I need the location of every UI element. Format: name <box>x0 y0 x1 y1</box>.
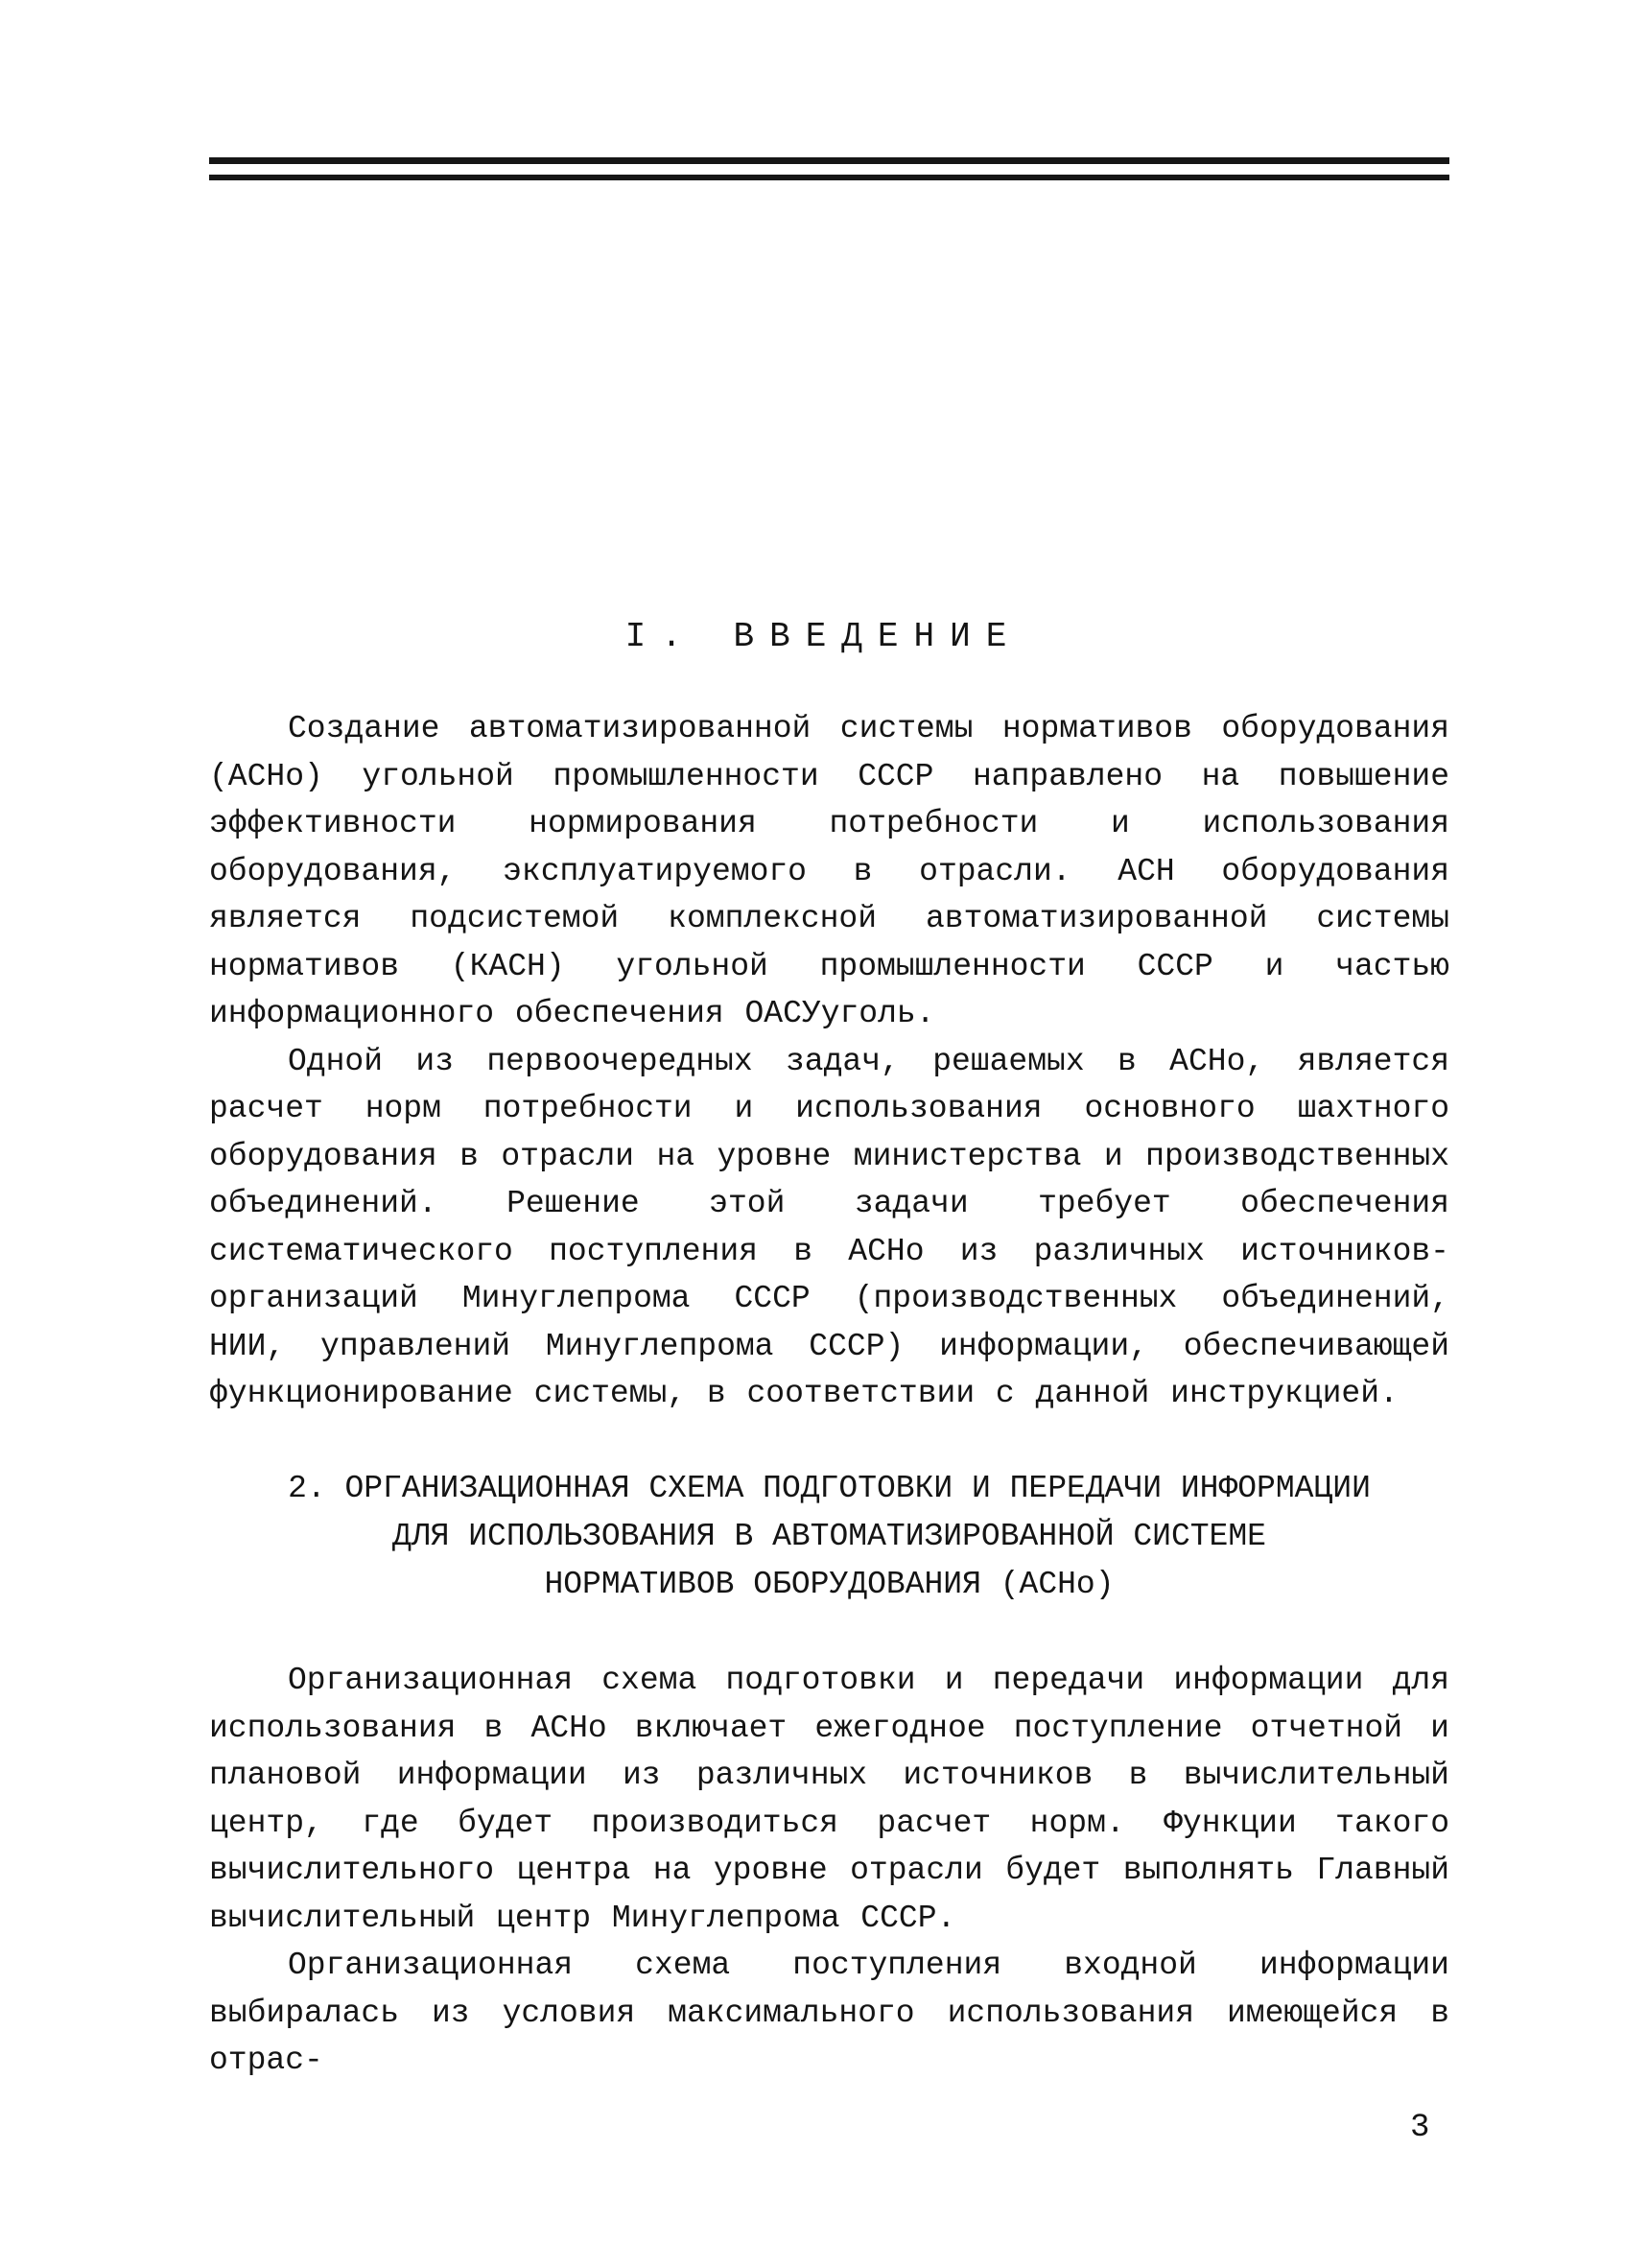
section-1-paragraph-1: Создание автоматизированной системы нормативов оборудования (АСНо) угольной промышленности СССР направлено на повышение эффективности нормирования потребности и использования оборудования, эксплуатируемого в отрасли. АСН оборудования является подсистемой комплексной автоматизированной системы нормативов (КАСН) угольной промышленности СССР и частью информационного обеспечения ОАСУуголь. <box>209 711 1449 1031</box>
section-2-body <box>209 1657 1449 2085</box>
section-1-body <box>209 705 1449 1418</box>
section-2-heading-line-3: НОРМАТИВОВ ОБОРУДОВАНИЯ (АСНо) <box>544 1567 1115 1602</box>
section-1-heading: I. ВВЕДЕНИЕ <box>624 617 1023 656</box>
top-double-rule-upper <box>209 157 1449 164</box>
section-2-paragraph-1: Организационная схема подготовки и передачи информации для использования в АСНо включает ежегодное поступление отчетной и плановой информации из различных источников в вычислительный центр, где будет производиться расчет норм. Функции такого вычислительного центра на уровне отрасли будет выполнять Главный вычислительный центр Минуглепрома СССР. <box>209 1663 1449 1936</box>
section-2-heading-line-1: 2. ОРГАНИЗАЦИОННАЯ СХЕМА ПОДГОТОВКИ И ПЕРЕДАЧИ ИНФОРМАЦИИ <box>288 1471 1371 1506</box>
top-double-rule-lower <box>209 175 1449 180</box>
section-2-paragraph-2: Организационная схема поступления входной информации выбиралась из условия максимального использования имеющейся в отрас- <box>209 1948 1449 2078</box>
section-2-heading-line-2: ДЛЯ ИСПОЛЬЗОВАНИЯ В АВТОМАТИЗИРОВАННОЙ СИСТЕМЕ <box>392 1519 1266 1554</box>
page-number: 3 <box>1410 2110 1430 2146</box>
section-1-paragraph-2: Одной из первоочередных задач, решаемых в АСНо, является расчет норм потребности и использования основного шахтного оборудования в отрасли на уровне министерства и производственных объединений. Решение этой задачи требует обеспечения систематического поступления в АСНо из различных источников-организаций Минуглепрома СССР (производственных объединений, НИИ, управлений Минуглепрома СССР) информации, обеспечивающей функционирование системы, в соответствии с данной инструкцией. <box>209 1043 1449 1411</box>
section-2-heading <box>209 1465 1449 1609</box>
